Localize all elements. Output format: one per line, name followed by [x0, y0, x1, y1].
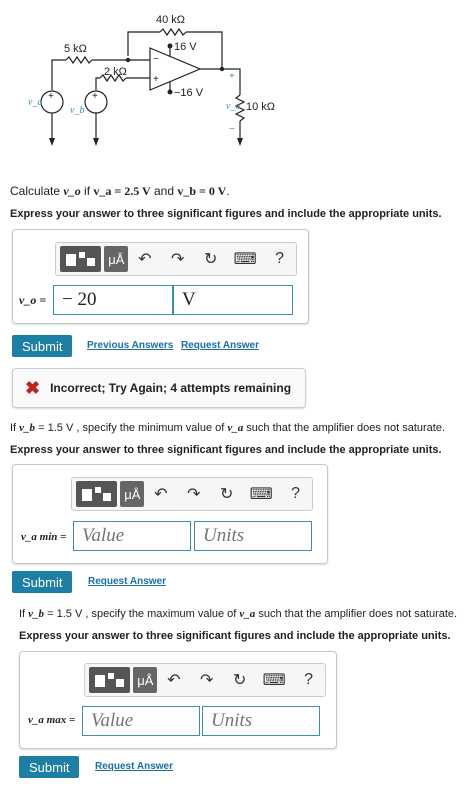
units-mu-icon[interactable]: μÅ [133, 667, 157, 693]
part2-value-input[interactable] [74, 522, 190, 550]
svg-text:+: + [92, 91, 98, 102]
part2-instruction: Express your answer to three significant figures and include the appropriate units. [10, 444, 442, 456]
part3-units-input[interactable] [203, 707, 319, 735]
help-icon[interactable]: ? [275, 250, 285, 267]
part1-answer-panel [12, 229, 309, 324]
undo-icon[interactable]: ↶ [167, 672, 181, 689]
part2-answer-panel [12, 464, 328, 564]
out-label: v_o [226, 101, 241, 112]
part2-submit-button[interactable]: Submit [12, 571, 72, 593]
keyboard-icon[interactable]: ⌨ [262, 672, 286, 689]
undo-icon[interactable]: ↶ [138, 251, 152, 268]
part1-units-input[interactable] [174, 286, 292, 314]
part2-question: If v_b = 1.5 V , specify the minimum value of v_a such that the amplifier does not saturate. [10, 422, 446, 434]
svg-text:+: + [229, 71, 235, 82]
redo-icon[interactable]: ↷ [187, 486, 201, 503]
part1-previous-answers-link[interactable]: Previous Answers [87, 340, 174, 351]
part1-value-input[interactable] [54, 286, 172, 314]
reset-icon[interactable]: ↻ [232, 672, 247, 689]
incorrect-x-icon: ✖ [25, 377, 41, 398]
r-b-label: 2 kΩ [104, 66, 127, 78]
part1-units-field[interactable] [173, 285, 293, 315]
part2-units-input[interactable] [195, 522, 311, 550]
part1-request-answer-link[interactable]: Request Answer [181, 340, 259, 351]
part2-toolbar [71, 477, 313, 511]
part3-request-answer-link[interactable]: Request Answer [95, 761, 173, 772]
part3-toolbar [84, 663, 326, 697]
r-a-label: 5 kΩ [64, 43, 87, 55]
part1-instruction: Express your answer to three significant figures and include the appropriate units. [10, 208, 442, 220]
units-mu-icon[interactable]: μÅ [104, 246, 128, 272]
keyboard-icon[interactable]: ⌨ [249, 486, 273, 503]
part1-toolbar [55, 242, 297, 276]
keyboard-icon[interactable]: ⌨ [233, 251, 257, 268]
part3-units-field[interactable] [202, 706, 320, 736]
redo-icon[interactable]: ↷ [200, 672, 214, 689]
part3-value-field[interactable] [82, 706, 200, 736]
help-icon[interactable]: ? [304, 671, 314, 688]
part1-feedback-text: Incorrect; Try Again; 4 attempts remaining [50, 381, 292, 395]
part1-value-field[interactable] [53, 285, 173, 315]
part1-feedback [12, 368, 306, 408]
templates-icon[interactable] [60, 246, 101, 272]
r-load-label: 10 kΩ [246, 101, 276, 113]
redo-icon[interactable]: ↷ [171, 251, 185, 268]
units-mu-icon[interactable]: μÅ [120, 481, 144, 507]
r-feedback-label: 40 kΩ [156, 14, 186, 26]
part2-label: v_a min = [21, 531, 67, 543]
src-a-label: v_a [28, 97, 43, 108]
part2-request-answer-link[interactable]: Request Answer [88, 576, 166, 587]
help-icon[interactable]: ? [291, 485, 301, 502]
undo-icon[interactable]: ↶ [154, 486, 168, 503]
v-neg-label: −16 V [174, 87, 204, 99]
templates-icon[interactable] [76, 481, 117, 507]
svg-text:+: + [48, 91, 54, 102]
part3-submit-button[interactable]: Submit [19, 756, 79, 778]
part1-submit-button[interactable]: Submit [12, 335, 72, 357]
v-pos-label: 16 V [174, 41, 197, 53]
svg-text:+: + [153, 74, 159, 85]
part1-label: v_o = [19, 293, 47, 307]
part2-units-field[interactable] [194, 521, 312, 551]
templates-icon[interactable] [89, 667, 130, 693]
circuit-diagram [0, 0, 300, 160]
src-b-label: v_b [70, 105, 85, 116]
part3-instruction: Express your answer to three significant figures and include the appropriate units. [19, 630, 451, 642]
svg-text:−: − [153, 54, 159, 65]
part1-question: Calculate v_o if v_a = 2.5 V and v_b = 0 V. [10, 184, 230, 198]
part3-question: If v_b = 1.5 V , specify the maximum value of v_a such that the amplifier does not saturate. [19, 608, 458, 620]
svg-text:−: − [229, 124, 235, 135]
reset-icon[interactable]: ↻ [219, 486, 234, 503]
reset-icon[interactable]: ↻ [203, 251, 218, 268]
part2-value-field[interactable] [73, 521, 191, 551]
part3-answer-panel [19, 651, 337, 749]
part3-label: v_a max = [28, 714, 76, 726]
part3-value-input[interactable] [83, 707, 199, 735]
